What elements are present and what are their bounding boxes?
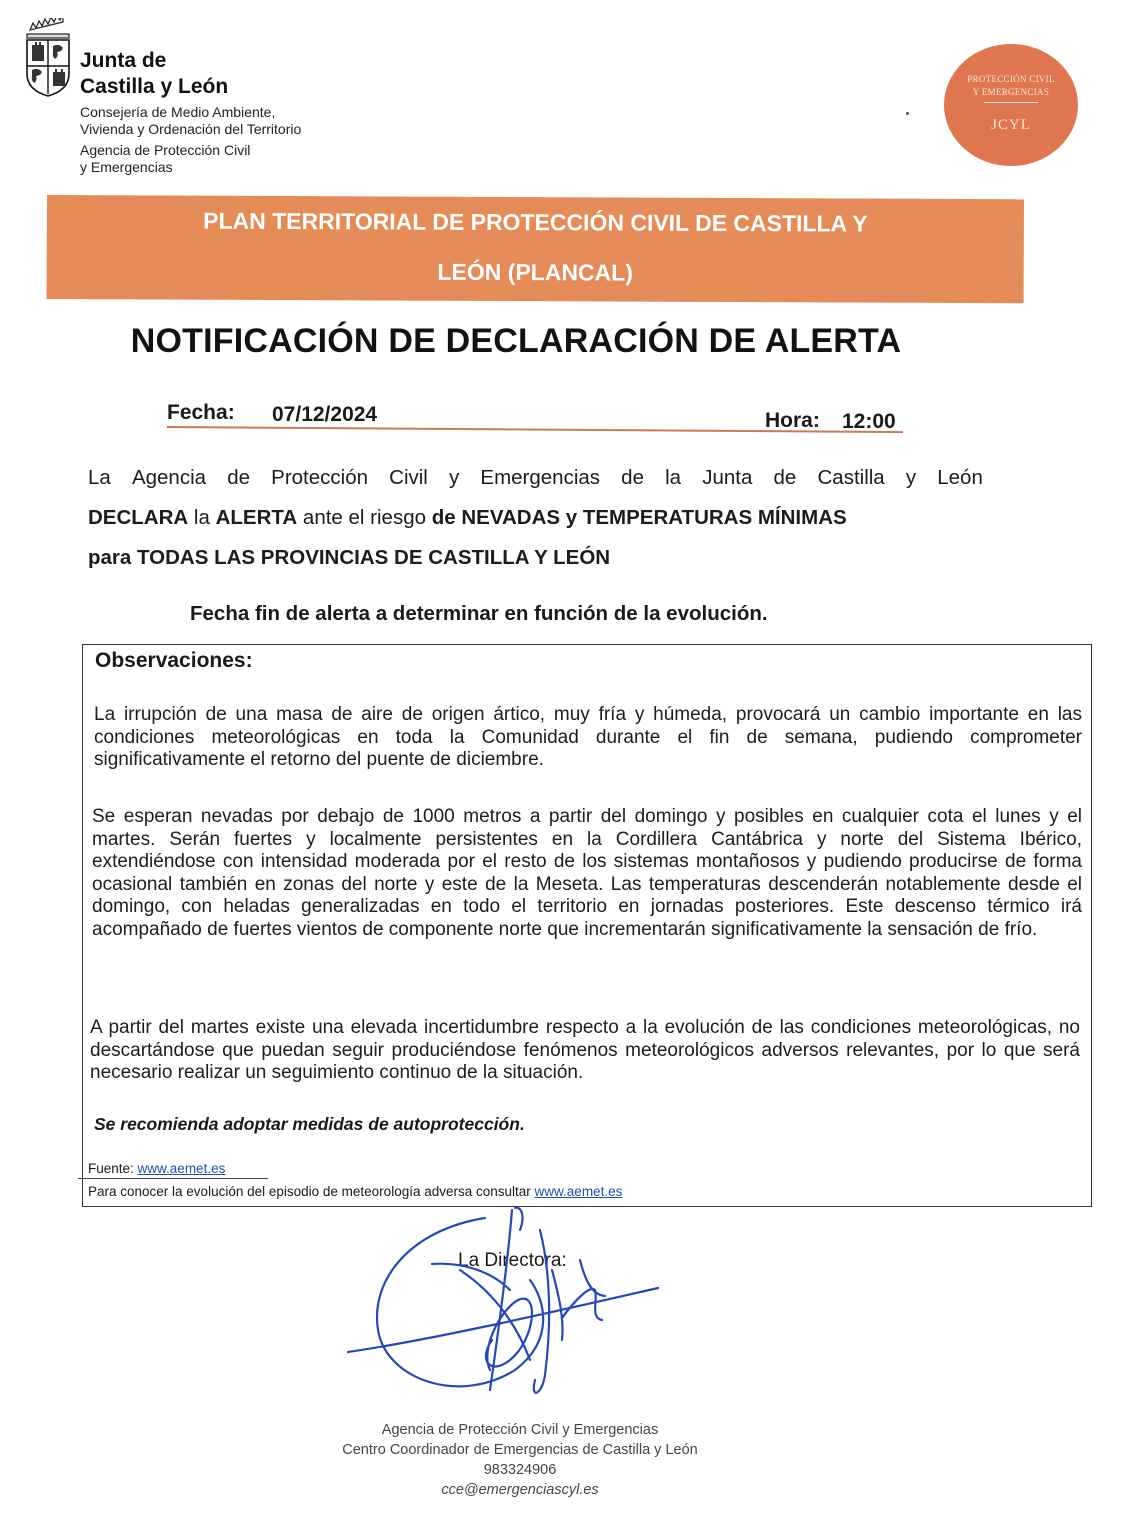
- observaciones-paragraph-3: A partir del martes existe una elevada incertidumbre respecto a la evolución de las condiciones meteorológicas, no descartándose que puedan seguir produciéndose fenómenos meteorológicos adversos relevantes, por lo que será necesario realizar un seguimiento continuo de la situación.: [90, 1017, 1080, 1083]
- document-title: NOTIFICACIÓN DE DECLARACIÓN DE ALERTA: [130, 322, 902, 360]
- declaration-word: Emergencias: [480, 466, 601, 489]
- fuente-line: [88, 1161, 225, 1176]
- declaration-word: y: [449, 466, 460, 489]
- declaration-word: Junta: [702, 466, 753, 489]
- footer-contact: [300, 1420, 740, 1500]
- stamp-line1: PROTECCIÓN CIVIL: [967, 74, 1055, 84]
- banner-line2: LEÓN (PLANCAL): [437, 258, 633, 286]
- institution-line1: Junta de: [80, 49, 167, 72]
- consejeria-line2: Vivienda y Ordenación del Territorio: [80, 121, 302, 137]
- observaciones-title: Observaciones:: [95, 649, 253, 672]
- plan-banner: [47, 195, 1024, 303]
- stamp-rule: [984, 102, 1038, 103]
- declaration-line3: [88, 538, 983, 578]
- riesgo-text: ante el riesgo: [302, 506, 427, 529]
- footer-line1: Agencia de Protección Civil y Emergencias: [381, 1422, 659, 1438]
- agency-line2: y Emergencias: [80, 159, 173, 175]
- declaration-word: La: [88, 466, 111, 489]
- stamp-line3: JCYL: [991, 117, 1031, 133]
- declaration-word: la: [665, 466, 682, 489]
- consultar-text: Para conocer la evolución del episodio de meteorología adversa consultar: [88, 1184, 531, 1199]
- fecha-fin-alerta: Fecha fin de alerta a determinar en función de la evolución.: [190, 602, 768, 625]
- declaration-word: Civil: [389, 466, 428, 489]
- footer-email[interactable]: cce@emergenciascyl.es: [441, 1482, 599, 1498]
- institution-subtitle: [80, 104, 301, 176]
- agency-line1: Agencia de Protección Civil: [80, 142, 251, 158]
- scan-speck: [906, 112, 909, 115]
- coat-of-arms-logo: [24, 18, 72, 98]
- institution-name: [80, 48, 228, 100]
- proteccion-civil-stamp: [944, 44, 1078, 166]
- declaration-word: de: [621, 466, 644, 489]
- observaciones-paragraph-2: Se esperan nevadas por debajo de 1000 metros a partir del domingo y posibles en cualquier cota el lunes y el martes. Serán fuertes y localmente persistentes en la Cordillera Cantábrica y norte del Sistema Ibérico, extendiéndose con intensidad moderada por el resto de los sistemas montañosos y pudiendo producirse de forma ocasional también en zonas del norte y este de la Meseta. Las temperaturas descenderán notablemente desde el domingo, con heladas generalizadas en todo el territorio en jornadas posteriores. Este descenso térmico irá acompañado de fuertes vientos de componente norte que incrementarán significativamente la sensación de frío.: [92, 806, 1082, 940]
- fuente-divider: [78, 1178, 268, 1179]
- provincias-text: para TODAS LAS PROVINCIAS DE CASTILLA Y LEÓN: [88, 546, 611, 569]
- fecha-label: Fecha:: [167, 401, 235, 424]
- riesgo-type: de NEVADAS y TEMPERATURAS MÍNIMAS: [431, 506, 847, 529]
- declaration-line1: [88, 458, 983, 498]
- hora-label: Hora:: [765, 409, 820, 432]
- fecha-value: 07/12/2024: [272, 403, 378, 426]
- declaration-word: Protección: [271, 466, 368, 489]
- declaration-word: de: [773, 466, 797, 489]
- institution-line2: Castilla y León: [80, 75, 229, 98]
- declaration-word: Castilla: [817, 466, 885, 489]
- declaration-word: Agencia: [131, 466, 207, 489]
- fuente-label: Fuente:: [88, 1161, 134, 1176]
- signature-label: La Directora:: [458, 1250, 567, 1271]
- consultar-link[interactable]: www.aemet.es: [534, 1184, 623, 1199]
- banner-line1: PLAN TERRITORIAL DE PROTECCIÓN CIVIL DE CASTILLA Y: [203, 207, 868, 237]
- footer-phone: 983324906: [483, 1462, 557, 1478]
- recomendacion: Se recomienda adoptar medidas de autoprotección.: [94, 1114, 525, 1134]
- handwritten-signature: [340, 1200, 670, 1420]
- footer-line2: Centro Coordinador de Emergencias de Castilla y León: [342, 1442, 698, 1458]
- stamp-line2: Y EMERGENCIAS: [972, 87, 1050, 97]
- declaration-paragraph: [88, 458, 983, 578]
- consultar-line: [88, 1184, 622, 1199]
- alerta-word: ALERTA: [215, 506, 298, 529]
- la-word: la: [193, 506, 210, 529]
- declaration-word: de: [227, 466, 250, 489]
- declaration-word: León: [937, 466, 983, 489]
- fuente-link[interactable]: www.aemet.es: [137, 1161, 226, 1176]
- declaration-word: y: [905, 466, 917, 489]
- hora-value: 12:00: [842, 410, 896, 433]
- declara-word: DECLARA: [88, 506, 189, 529]
- declaration-line2: [88, 498, 983, 538]
- consejeria-line1: Consejería de Medio Ambiente,: [80, 104, 276, 120]
- observaciones-paragraph-1: La irrupción de una masa de aire de origen ártico, muy fría y húmeda, provocará un cambio importante en las condiciones meteorológicas en toda la Comunidad durante el fin de semana, pudiendo comprometer significativamente el retorno del puente de diciembre.: [94, 704, 1082, 770]
